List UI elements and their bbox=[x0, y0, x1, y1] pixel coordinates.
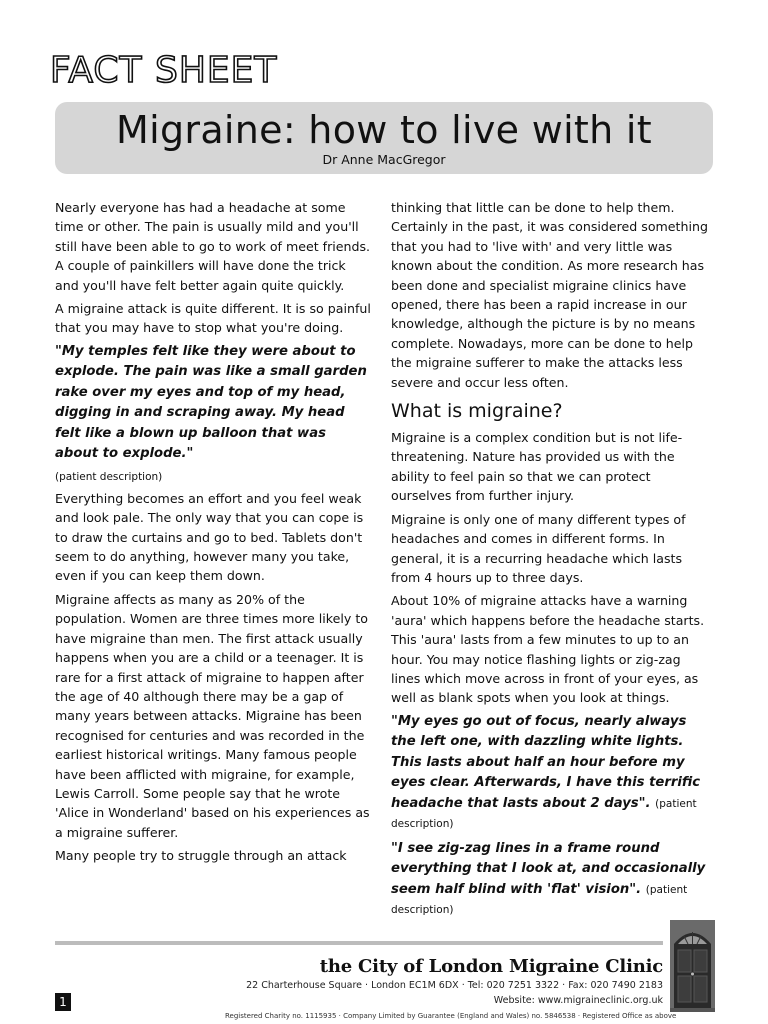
page-number: 1 bbox=[55, 993, 71, 1011]
left-column bbox=[55, 198, 373, 870]
quote-attribution: (patient description) bbox=[55, 470, 163, 483]
right-column bbox=[391, 198, 713, 925]
clinic-name: the City of London Migraine Clinic bbox=[319, 956, 663, 977]
paragraph: A migraine attack is quite different. It is so painful that you may have to stop what you're doing. bbox=[55, 301, 371, 336]
patient-quote bbox=[391, 839, 713, 921]
quote-attribution: (patient description) bbox=[391, 797, 697, 831]
paragraph: Everything becomes an effort and you feel weak and look pale. The only way that you can cope is to draw the curtains and go to bed. Tablets don't seem to do anything, however many you take, even if you can keep them down. bbox=[55, 490, 364, 584]
quote-text: "My eyes go out of focus, nearly always the left one, with dazzling white lights. This lasts about half an hour before my eyes clear. Afterwards, I have this terrific headache that lasts about 2 days". bbox=[391, 713, 701, 811]
door-icon bbox=[670, 920, 715, 1012]
patient-quote: "My temples felt like they were about to explode. The pain was like a small garden rake over my eyes and top of my head, digging in and scraping away. My head felt like a blown up balloon that was about to explode." bbox=[55, 343, 367, 462]
paragraph: About 10% of migraine attacks have a warning 'aura' which happens before the headache starts. This 'aura' lasts from a few minutes to up to an hour. You may notice flashing lights or zig-zag lines which move across in front of your eyes, as well as blank spots when you look at things. bbox=[391, 593, 705, 706]
author-name: Dr Anne MacGregor bbox=[322, 152, 446, 167]
quote-attribution: (patient description) bbox=[391, 883, 688, 917]
registration-note: Registered Charity no. 1115935 · Company Limited by Guarantee (England and Wales) no. 5846538 · Registered Office as above bbox=[225, 1012, 677, 1020]
section-heading: What is migraine? bbox=[391, 400, 563, 423]
title-banner bbox=[55, 102, 713, 174]
quote-text: "I see zig-zag lines in a frame round everything that I look at, and occasionally seem half blind with 'flat' vision". bbox=[391, 840, 706, 897]
clinic-website[interactable]: Website: www.migraineclinic.org.uk bbox=[493, 995, 663, 1006]
page-title: Migraine: how to live with it bbox=[116, 108, 652, 152]
paragraph: Many people try to struggle through an attack bbox=[55, 848, 347, 864]
footer-divider bbox=[55, 941, 663, 945]
paragraph: Migraine affects as many as 20% of the population. Women are three times more likely to have migraine than men. The first attack usually happens when you are a child or a teenager. It is rare for a first attack of migraine to happen after the age of 40 although there may be a gap of many years between attacks. Migraine has been recognised for centuries and was recorded in the earliest historical writings. Many famous people have been afflicted with migraine, for example, Lewis Carroll. Some people say that he wrote 'Alice in Wonderland' based on his experiences as a migraine sufferer. bbox=[55, 591, 370, 840]
paragraph: thinking that little can be done to help them. Certainly in the past, it was considered something that you had to 'live with' and very little was known about the condition. As more research has been done and specialist migraine clinics have opened, there has been a rapid increase in our knowledge, although the picture is by no means complete. Nowadays, more can be done to help the migraine sufferer to make the attacks less severe and occur less often. bbox=[391, 200, 708, 390]
clinic-address: 22 Charterhouse Square · London EC1M 6DX · Tel: 020 7251 3322 · Fax: 020 7490 2183 bbox=[246, 980, 663, 991]
paragraph: Migraine is a complex condition but is not life-threatening. Nature has provided us with the ability to feel pain so that we can protect ourselves from further injury. bbox=[391, 430, 683, 504]
fact-sheet-label: FACT SHEET bbox=[50, 50, 278, 91]
paragraph: Nearly everyone has had a headache at some time or other. The pain is usually mild and you'll still have been able to go to work of meet friends. A couple of painkillers will have done the trick and you'll have felt better again quite quickly. bbox=[55, 200, 371, 293]
paragraph: Migraine is only one of many different types of headaches and comes in different forms. In general, it is a recurring headache which lasts from 4 hours up to three days. bbox=[391, 511, 686, 585]
patient-quote bbox=[391, 712, 713, 835]
